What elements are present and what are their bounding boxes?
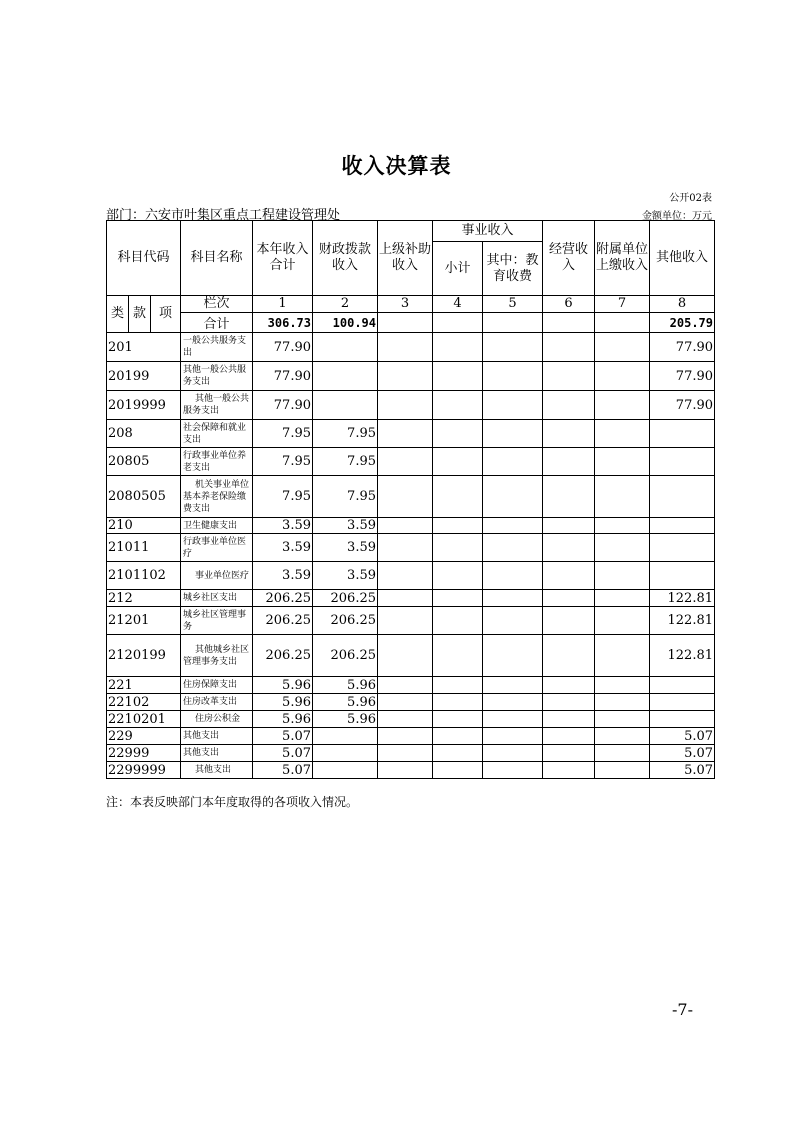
row-empty-cell	[433, 362, 483, 391]
row-empty-cell	[483, 590, 543, 607]
row-other	[650, 420, 715, 448]
row-total: 3.59	[253, 534, 313, 562]
row-empty-cell	[595, 728, 650, 745]
row-empty-cell	[543, 728, 595, 745]
row-empty-cell	[543, 420, 595, 448]
row-empty-cell	[483, 562, 543, 590]
row-code: 21011	[107, 534, 181, 562]
header-xiang: 项	[151, 296, 181, 333]
summary-label: 合计	[181, 313, 253, 333]
row-name: 住房保障支出	[181, 677, 253, 694]
form-number: 公开02表	[669, 193, 712, 204]
row-empty-cell	[595, 745, 650, 762]
row-empty-cell	[543, 518, 595, 534]
row-empty-cell	[483, 677, 543, 694]
row-empty-cell	[543, 562, 595, 590]
row-empty-cell	[483, 711, 543, 728]
header-fiscal: 财政拨款 收入	[313, 221, 378, 296]
row-total: 3.59	[253, 518, 313, 534]
row-empty-cell	[378, 635, 433, 677]
row-empty-cell	[483, 745, 543, 762]
table-row	[107, 362, 715, 391]
col-num-4: 4	[433, 296, 483, 313]
table-row	[107, 694, 715, 711]
row-empty-cell	[595, 607, 650, 635]
row-empty-cell	[595, 711, 650, 728]
row-code: 221	[107, 677, 181, 694]
row-empty-cell	[378, 391, 433, 420]
row-name: 行政事业单位养老支出	[181, 448, 253, 476]
row-empty-cell	[378, 362, 433, 391]
row-code: 2080505	[107, 476, 181, 518]
row-code: 21201	[107, 607, 181, 635]
row-total: 7.95	[253, 476, 313, 518]
row-name: 住房公积金	[181, 711, 253, 728]
row-name: 其他支出	[181, 728, 253, 745]
row-other: 77.90	[650, 333, 715, 362]
row-other	[650, 711, 715, 728]
row-empty-cell	[595, 362, 650, 391]
row-code: 212	[107, 590, 181, 607]
row-empty-cell	[378, 728, 433, 745]
row-empty-cell	[483, 534, 543, 562]
row-total: 77.90	[253, 333, 313, 362]
table-row	[107, 333, 715, 362]
row-empty-cell	[595, 562, 650, 590]
row-empty-cell	[483, 391, 543, 420]
row-total: 206.25	[253, 635, 313, 677]
col-num-6: 6	[543, 296, 595, 313]
row-fiscal	[313, 728, 378, 745]
row-fiscal: 5.96	[313, 677, 378, 694]
row-empty-cell	[378, 694, 433, 711]
row-other	[650, 562, 715, 590]
row-other: 77.90	[650, 391, 715, 420]
row-empty-cell	[543, 448, 595, 476]
row-name: 其他一般公共服务支出	[181, 391, 253, 420]
row-empty-cell	[595, 762, 650, 779]
table-row	[107, 448, 715, 476]
col-num-2: 2	[313, 296, 378, 313]
row-other: 122.81	[650, 607, 715, 635]
row-total: 3.59	[253, 562, 313, 590]
table-row	[107, 711, 715, 728]
row-fiscal: 3.59	[313, 534, 378, 562]
row-empty-cell	[433, 635, 483, 677]
row-fiscal: 206.25	[313, 607, 378, 635]
row-name: 其他城乡社区管理事务支出	[181, 635, 253, 677]
row-empty-cell	[433, 590, 483, 607]
table-row	[107, 728, 715, 745]
row-name: 事业单位医疗	[181, 562, 253, 590]
summary-total: 306.73	[253, 313, 313, 333]
col-num-1: 1	[253, 296, 313, 313]
row-total: 5.07	[253, 745, 313, 762]
table-row	[107, 607, 715, 635]
table-row	[107, 518, 715, 534]
row-empty-cell	[378, 590, 433, 607]
header-lei: 类	[107, 296, 129, 333]
row-fiscal: 5.96	[313, 694, 378, 711]
row-total: 7.95	[253, 448, 313, 476]
header-education: 其中：教 育收费	[483, 242, 543, 296]
row-fiscal: 5.96	[313, 711, 378, 728]
row-code: 20199	[107, 362, 181, 391]
row-empty-cell	[483, 420, 543, 448]
row-empty-cell	[543, 607, 595, 635]
row-empty-cell	[595, 448, 650, 476]
summary-fiscal: 100.94	[313, 313, 378, 333]
row-fiscal: 206.25	[313, 635, 378, 677]
row-total: 5.96	[253, 677, 313, 694]
row-total: 5.96	[253, 711, 313, 728]
row-empty-cell	[378, 677, 433, 694]
row-empty-cell	[378, 448, 433, 476]
row-name: 机关事业单位基本养老保险缴费支出	[181, 476, 253, 518]
row-fiscal	[313, 362, 378, 391]
row-empty-cell	[433, 677, 483, 694]
row-empty-cell	[483, 362, 543, 391]
row-other	[650, 677, 715, 694]
header-business: 事业收入	[433, 221, 543, 242]
row-empty-cell	[378, 534, 433, 562]
summary-other: 205.79	[650, 313, 715, 333]
row-empty-cell	[543, 534, 595, 562]
row-empty-cell	[378, 518, 433, 534]
row-empty-cell	[433, 518, 483, 534]
row-empty-cell	[483, 518, 543, 534]
header-lanci: 栏次	[181, 296, 253, 313]
row-empty-cell	[378, 476, 433, 518]
header-total: 本年收入 合计	[253, 221, 313, 296]
row-empty-cell	[433, 448, 483, 476]
row-empty-cell	[543, 762, 595, 779]
row-name: 行政事业单位医疗	[181, 534, 253, 562]
row-empty-cell	[543, 635, 595, 677]
row-empty-cell	[483, 635, 543, 677]
row-fiscal	[313, 333, 378, 362]
row-fiscal: 7.95	[313, 420, 378, 448]
header-affiliated: 附属单位 上缴收入	[595, 221, 650, 296]
row-empty-cell	[595, 590, 650, 607]
table-row	[107, 534, 715, 562]
row-code: 2101102	[107, 562, 181, 590]
row-empty-cell	[543, 711, 595, 728]
row-empty-cell	[543, 590, 595, 607]
row-empty-cell	[483, 333, 543, 362]
header-operating: 经营收入	[543, 221, 595, 296]
row-empty-cell	[433, 562, 483, 590]
row-empty-cell	[595, 694, 650, 711]
row-empty-cell	[378, 420, 433, 448]
row-code: 22999	[107, 745, 181, 762]
row-empty-cell	[433, 607, 483, 635]
row-empty-cell	[483, 476, 543, 518]
row-empty-cell	[543, 362, 595, 391]
row-other: 5.07	[650, 745, 715, 762]
row-other	[650, 694, 715, 711]
table-row	[107, 635, 715, 677]
row-fiscal: 7.95	[313, 448, 378, 476]
row-other: 5.07	[650, 762, 715, 779]
row-total: 5.96	[253, 694, 313, 711]
row-name: 住房改革支出	[181, 694, 253, 711]
row-empty-cell	[378, 333, 433, 362]
row-code: 2299999	[107, 762, 181, 779]
row-code: 229	[107, 728, 181, 745]
row-total: 7.95	[253, 420, 313, 448]
table-row	[107, 391, 715, 420]
row-empty-cell	[378, 745, 433, 762]
row-name: 卫生健康支出	[181, 518, 253, 534]
row-fiscal: 7.95	[313, 476, 378, 518]
row-empty-cell	[483, 728, 543, 745]
row-name: 其他支出	[181, 745, 253, 762]
row-empty-cell	[433, 745, 483, 762]
row-empty-cell	[433, 476, 483, 518]
row-empty-cell	[595, 333, 650, 362]
header-superior: 上级补助 收入	[378, 221, 433, 296]
col-num-8: 8	[650, 296, 715, 313]
row-name: 社会保障和就业支出	[181, 420, 253, 448]
row-other	[650, 448, 715, 476]
row-other	[650, 476, 715, 518]
row-other: 77.90	[650, 362, 715, 391]
row-empty-cell	[543, 677, 595, 694]
row-fiscal	[313, 745, 378, 762]
row-empty-cell	[543, 333, 595, 362]
row-code: 210	[107, 518, 181, 534]
header-subtotal: 小计	[433, 242, 483, 296]
table-row	[107, 562, 715, 590]
col-num-3: 3	[378, 296, 433, 313]
row-empty-cell	[543, 391, 595, 420]
table-note: 注：本表反映部门本年度取得的各项收入情况。	[106, 795, 359, 809]
row-empty-cell	[433, 534, 483, 562]
row-code: 2210201	[107, 711, 181, 728]
row-empty-cell	[433, 333, 483, 362]
table-row	[107, 420, 715, 448]
row-empty-cell	[483, 694, 543, 711]
amount-unit: 金额单位：万元	[642, 211, 712, 222]
row-empty-cell	[595, 391, 650, 420]
table-row	[107, 677, 715, 694]
row-empty-cell	[483, 607, 543, 635]
row-total: 206.25	[253, 607, 313, 635]
row-empty-cell	[543, 694, 595, 711]
table-row	[107, 590, 715, 607]
row-empty-cell	[378, 607, 433, 635]
row-empty-cell	[378, 711, 433, 728]
row-other: 5.07	[650, 728, 715, 745]
row-empty-cell	[433, 694, 483, 711]
row-empty-cell	[595, 420, 650, 448]
row-total: 5.07	[253, 728, 313, 745]
row-total: 77.90	[253, 362, 313, 391]
row-code: 208	[107, 420, 181, 448]
row-total: 5.07	[253, 762, 313, 779]
row-empty-cell	[378, 562, 433, 590]
row-empty-cell	[543, 745, 595, 762]
row-empty-cell	[595, 635, 650, 677]
row-empty-cell	[433, 728, 483, 745]
row-other	[650, 518, 715, 534]
row-fiscal	[313, 391, 378, 420]
header-other: 其他收入	[650, 221, 715, 296]
header-name: 科目名称	[181, 221, 253, 296]
table-row	[107, 762, 715, 779]
row-name: 城乡社区支出	[181, 590, 253, 607]
income-table	[106, 220, 715, 779]
row-name: 其他支出	[181, 762, 253, 779]
row-fiscal: 3.59	[313, 562, 378, 590]
department-label: 部门：六安市叶集区重点工程建设管理处	[106, 208, 341, 223]
row-other	[650, 534, 715, 562]
row-empty-cell	[378, 762, 433, 779]
row-name: 其他一般公共服务支出	[181, 362, 253, 391]
page-title: 收入决算表	[341, 153, 452, 178]
row-empty-cell	[595, 476, 650, 518]
row-name: 一般公共服务支出	[181, 333, 253, 362]
row-empty-cell	[433, 711, 483, 728]
row-empty-cell	[483, 448, 543, 476]
row-empty-cell	[433, 762, 483, 779]
row-code: 22102	[107, 694, 181, 711]
row-code: 201	[107, 333, 181, 362]
row-empty-cell	[433, 391, 483, 420]
row-code: 20805	[107, 448, 181, 476]
header-code: 科目代码	[107, 221, 181, 296]
row-empty-cell	[483, 762, 543, 779]
row-fiscal	[313, 762, 378, 779]
col-num-5: 5	[483, 296, 543, 313]
row-total: 206.25	[253, 590, 313, 607]
row-code: 2019999	[107, 391, 181, 420]
row-total: 77.90	[253, 391, 313, 420]
row-other: 122.81	[650, 635, 715, 677]
row-code: 2120199	[107, 635, 181, 677]
page-number: -7-	[672, 1000, 693, 1019]
table-row	[107, 745, 715, 762]
row-empty-cell	[433, 420, 483, 448]
row-empty-cell	[595, 534, 650, 562]
row-fiscal: 206.25	[313, 590, 378, 607]
header-kuan: 款	[129, 296, 151, 333]
row-name: 城乡社区管理事务	[181, 607, 253, 635]
row-empty-cell	[595, 518, 650, 534]
col-num-7: 7	[595, 296, 650, 313]
row-empty-cell	[595, 677, 650, 694]
row-other: 122.81	[650, 590, 715, 607]
row-fiscal: 3.59	[313, 518, 378, 534]
table-row	[107, 476, 715, 518]
row-empty-cell	[543, 476, 595, 518]
